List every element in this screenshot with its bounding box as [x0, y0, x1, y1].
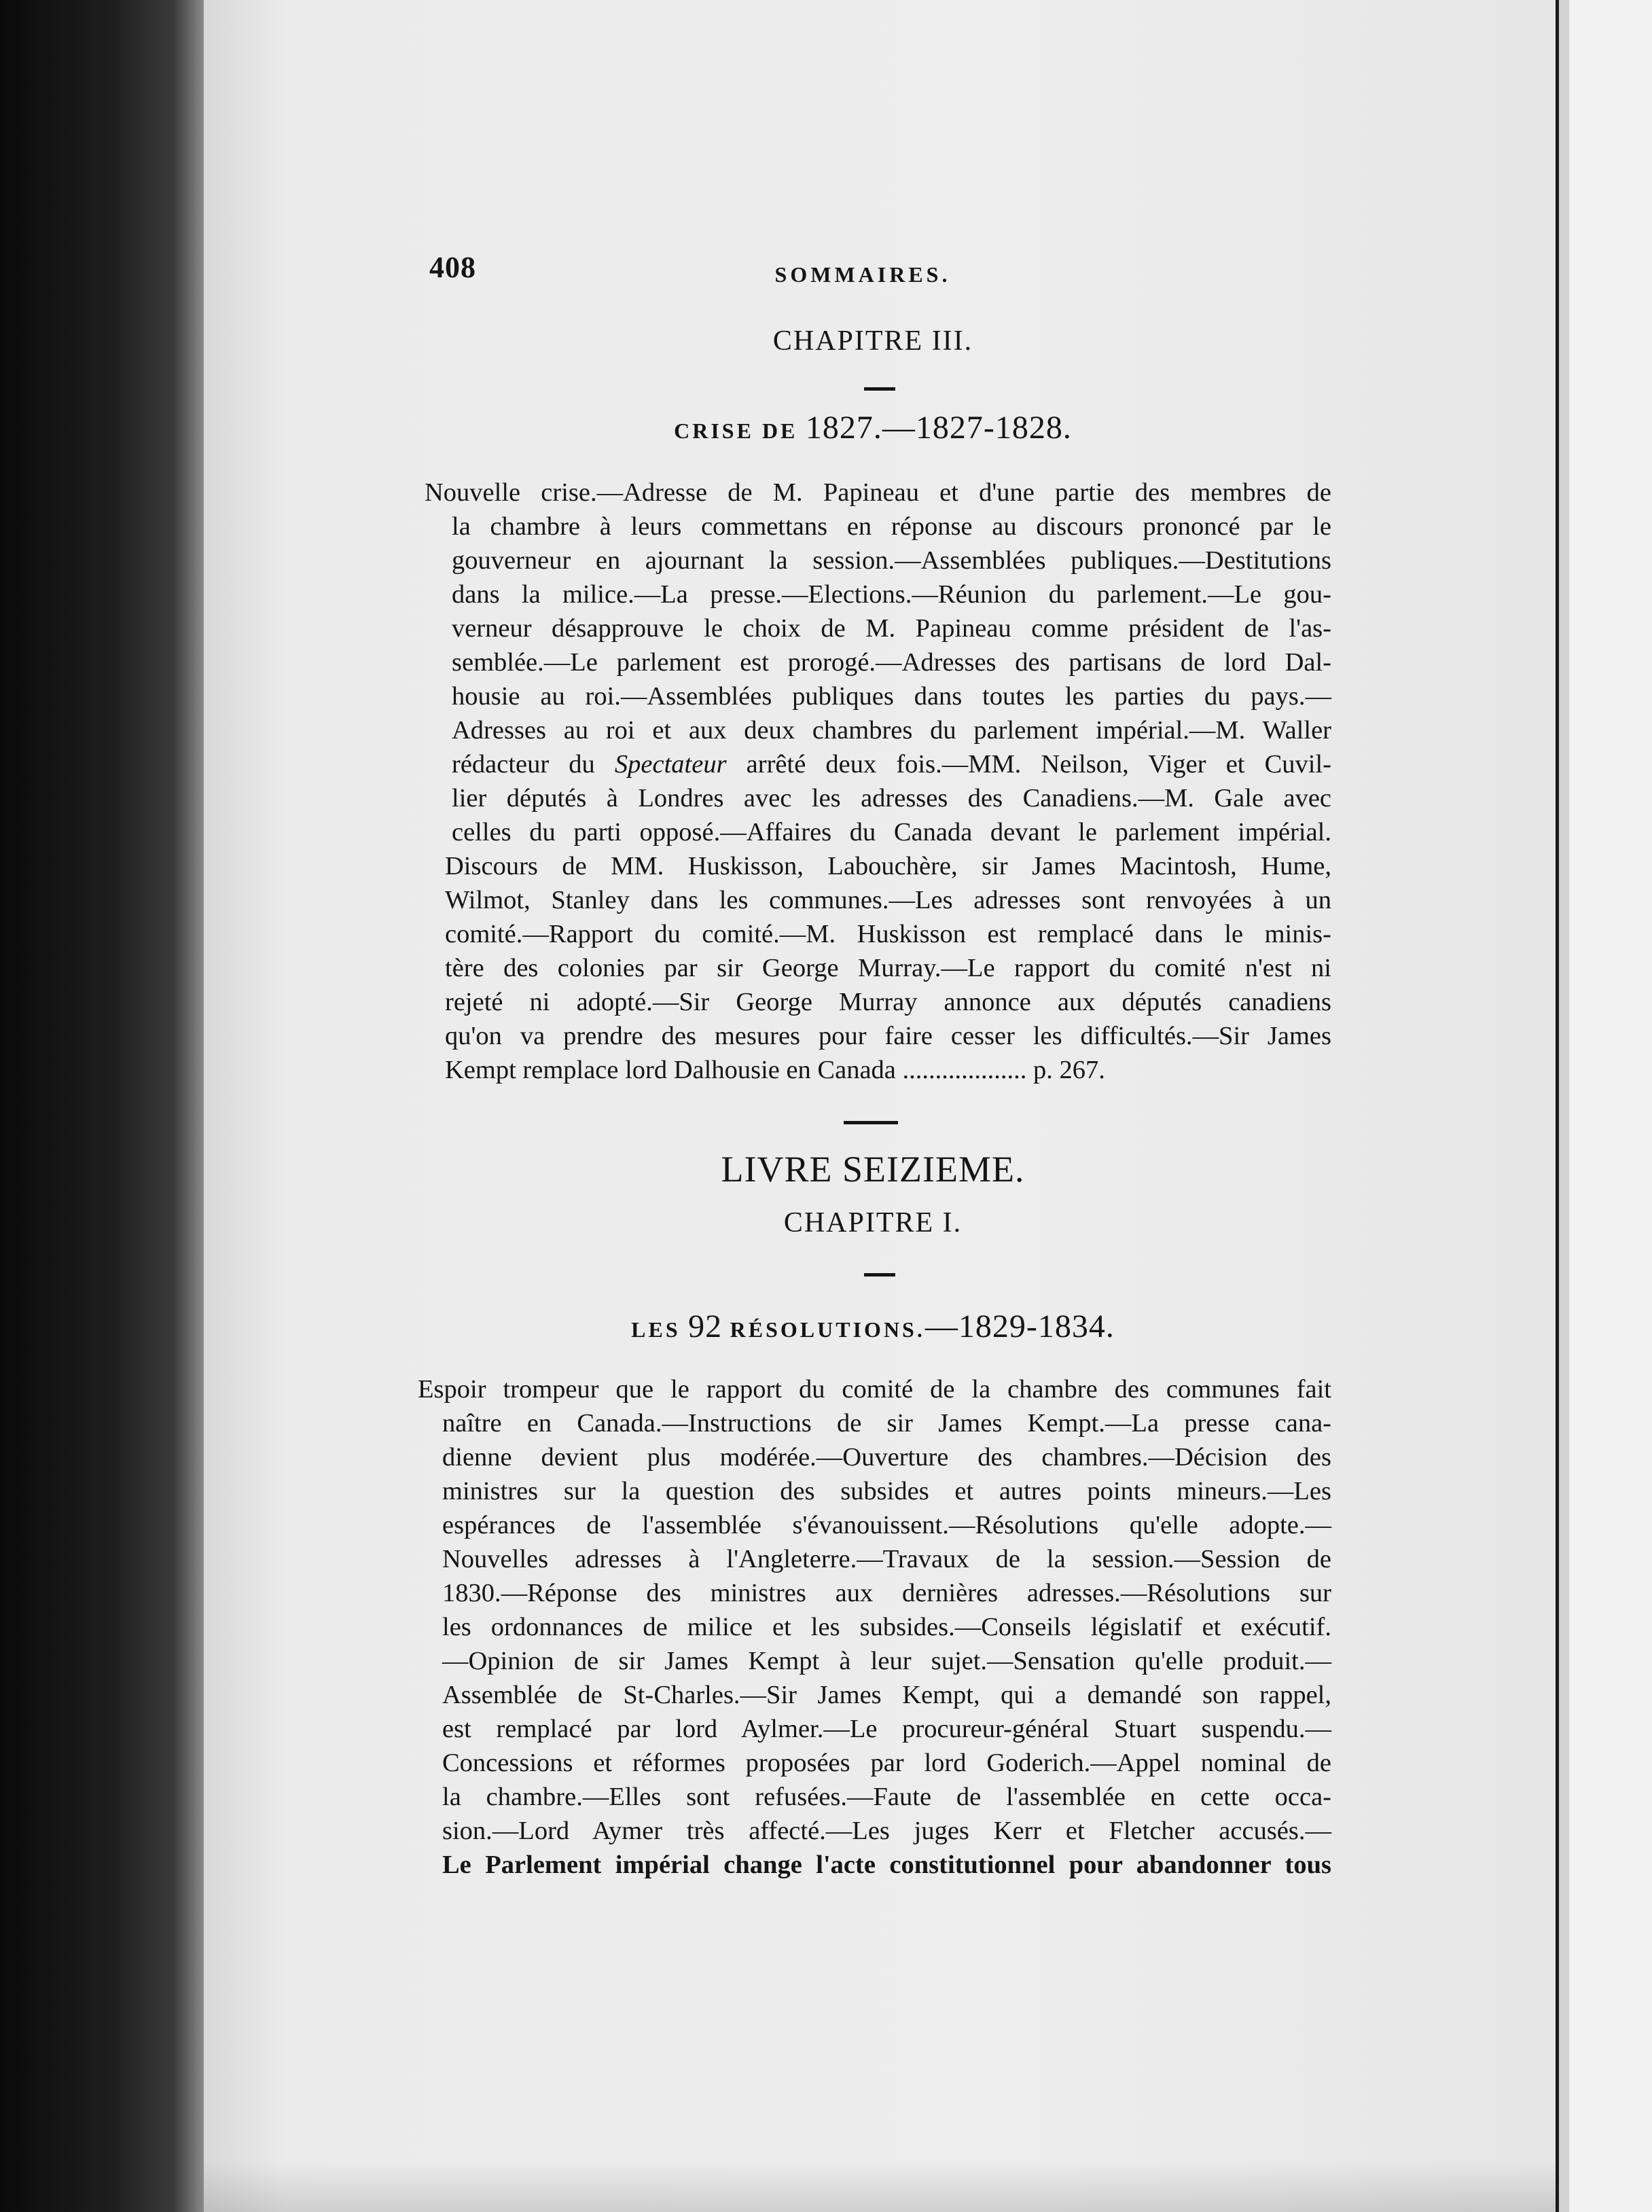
summary-line: tère des colonies par sir George Murray.—Le rapport du comité n'est ni	[445, 954, 1331, 982]
summary-line: 1830.—Réponse des ministres aux dernières adresses.—Résolutions sur	[442, 1579, 1331, 1607]
book-binding	[0, 0, 204, 2212]
summary-line: est remplacé par lord Aylmer.—Le procureur-général Stuart suspendu.—	[442, 1715, 1331, 1743]
page-reference: p. 267.	[1033, 1056, 1105, 1084]
summary-line: semblée.—Le parlement est prorogé.—Adresses des partisans de lord Dal-	[452, 648, 1331, 677]
book-title: LIVRE SEIZIEME.	[721, 1149, 1025, 1190]
summary-line: dienne devient plus modérée.—Ouverture des chambres.—Décision des	[442, 1443, 1331, 1471]
chapter-1-title-label-1: LES	[631, 1317, 681, 1342]
chapter-3-title-years: 1827.—1827-1828.	[805, 410, 1072, 446]
summary-line: dans la milice.—La presse.—Elections.—Réunion du parlement.—Le gou-	[452, 580, 1331, 609]
page-number: 408	[429, 251, 476, 284]
summary-line: verneur désapprouve le choix de M. Papineau comme président de l'as-	[452, 614, 1331, 643]
summary-line: rejeté ni adopté.—Sir George Murray annonce aux députés canadiens	[445, 988, 1331, 1016]
chapter-1-summary	[418, 1372, 1331, 1882]
chapter-3-dash	[864, 387, 895, 391]
chapter-1-title-years: —1829-1834.	[924, 1308, 1115, 1344]
chapter-1-title-number: 92	[688, 1308, 723, 1344]
chapter-3-summary	[425, 476, 1331, 1087]
summary-line: espérances de l'assemblée s'évanouissent.—Résolutions qu'elle adopte.—	[442, 1511, 1331, 1539]
scan-margin	[1569, 0, 1652, 2212]
summary-line: la chambre.—Elles sont refusées.—Faute de l'assemblée en cette occa-	[442, 1783, 1331, 1811]
summary-last-line	[445, 1053, 1301, 1087]
summary-line: housie au roi.—Assemblées publiques dans toutes les parties du pays.—	[452, 682, 1331, 711]
summary-line: ministres sur la question des subsides et autres points mineurs.—Les	[442, 1477, 1331, 1505]
summary-line: Nouvelle crise.—Adresse de M. Papineau et d'une partie des membres de	[425, 478, 1331, 507]
chapter-1-dash	[864, 1273, 895, 1277]
summary-line: celles du parti opposé.—Affaires du Canada devant le parlement impérial.	[452, 818, 1331, 846]
summary-line: gouverneur en ajournant la session.—Assemblées publiques.—Destitutions	[452, 546, 1331, 575]
chapter-1-heading: CHAPITRE I.	[783, 1207, 963, 1238]
summary-line: Concessions et réformes proposées par lord Goderich.—Appel nominal de	[442, 1749, 1331, 1777]
summary-line: Discours de MM. Huskisson, Labouchère, sir James Macintosh, Hume,	[445, 852, 1331, 880]
summary-line: Espoir trompeur que le rapport du comité de la chambre des communes fait	[418, 1375, 1331, 1404]
summary-line: rédacteur du Spectateur arrêté deux fois.—MM. Neilson, Viger et Cuvil-	[452, 750, 1331, 779]
chapter-3-title	[421, 409, 1325, 446]
summary-line: —Opinion de sir James Kempt à leur sujet.—Sensation qu'elle produit.—	[442, 1647, 1331, 1675]
section-separator	[844, 1121, 898, 1124]
chapter-1-title-label-2: RÉSOLUTIONS.	[730, 1317, 925, 1342]
summary-line: Le Parlement impérial change l'acte constitutionnel pour abandonner tous	[442, 1851, 1331, 1879]
summary-line: Adresses au roi et aux deux chambres du parlement impérial.—M. Waller	[452, 716, 1331, 745]
chapter-1-title	[421, 1308, 1325, 1345]
summary-line: lier députés à Londres avec les adresses des Canadiens.—M. Gale avec	[452, 784, 1331, 813]
summary-line: Wilmot, Stanley dans les communes.—Les adresses sont renvoyées à un	[445, 886, 1331, 914]
summary-line: naître en Canada.—Instructions de sir James Kempt.—La presse cana-	[442, 1409, 1331, 1438]
leader-dots: ...................	[902, 1056, 1027, 1084]
chapter-3-title-label: CRISE DE	[674, 418, 798, 443]
page-shadow	[204, 2160, 1556, 2212]
summary-line: sion.—Lord Aymer très affecté.—Les juges Kerr et Fletcher accusés.—	[442, 1817, 1331, 1845]
summary-line: Assemblée de St-Charles.—Sir James Kempt, qui a demandé son rappel,	[442, 1681, 1331, 1709]
summary-last-text: Kempt remplace lord Dalhousie en Canada	[445, 1056, 896, 1084]
summary-line: Nouvelles adresses à l'Angleterre.—Travaux de la session.—Session de	[442, 1545, 1331, 1573]
newspaper-title: Spectateur	[614, 750, 727, 779]
summary-line: les ordonnances de milice et les subsides.—Conseils législatif et exécutif.	[442, 1613, 1331, 1641]
running-header-title: SOMMAIRES.	[774, 262, 951, 287]
summary-line: qu'on va prendre des mesures pour faire cesser les difficultés.—Sir James	[445, 1022, 1331, 1050]
chapter-3-heading: CHAPITRE III.	[772, 325, 973, 357]
summary-line: la chambre à leurs commettans en réponse au discours prononcé par le	[452, 512, 1331, 541]
summary-line: comité.—Rapport du comité.—M. Huskisson est remplacé dans le minis-	[445, 920, 1331, 948]
